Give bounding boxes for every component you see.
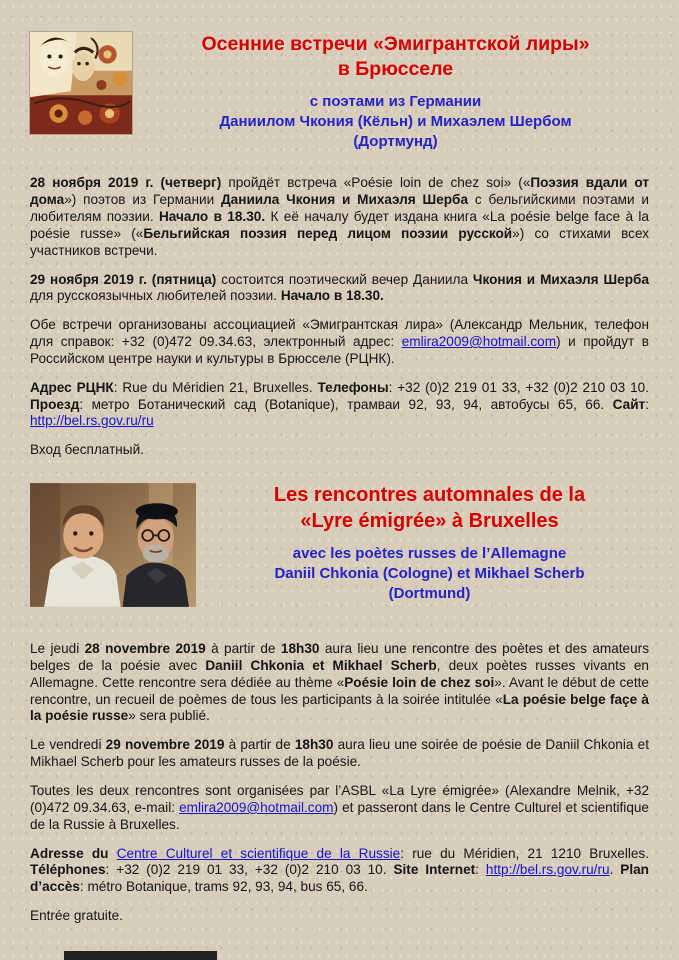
text-segment: для русскоязычных любителей поэзии. [30, 288, 281, 304]
text-segment: К её началу будет издана книга «La poésie belge face à la poésie russe» (« [30, 208, 649, 241]
french-free-entry: Entrée gratuite. [30, 908, 123, 924]
french-paragraph-organizers [30, 783, 649, 834]
french-title-line1: Les rencontres automnales de la [273, 484, 586, 507]
text-segment: : +32 (0)2 219 01 33, +32 (0)2 210 03 10. [105, 862, 394, 878]
text-segment: Plan d’accès [30, 862, 649, 895]
text-segment: Adresse du [30, 845, 117, 861]
french-title [210, 483, 649, 534]
french-section [30, 483, 649, 925]
text-segment: : métro Botanique, trams 92, 93, 94, bus 65, 66. [79, 879, 368, 895]
text-segment: ») поэтов из Германии [64, 192, 221, 208]
text-segment: Бельгийская поэзия перед лицом поэзии русской [143, 225, 513, 241]
scan-artifact-bar [64, 951, 217, 960]
text-segment: : метро Ботанический сад (Botanique), трамваи 92, 93, 94, автобусы 65, 66. [79, 396, 613, 412]
text-segment: à partir de [205, 641, 281, 657]
text-segment: » sera publié. [128, 708, 210, 724]
text-segment: Поэзия вдали от дома [30, 175, 650, 208]
text-segment: ) et passeront dans le Centre Culturel et scientifique de la Russie à Bruxelles. [30, 799, 649, 832]
text-segment: 28 novembre 2019 [84, 641, 206, 657]
russian-title [142, 32, 649, 82]
website-link-fr[interactable]: http://bel.rs.gov.ru/ru [485, 862, 610, 878]
text-segment: Téléphones [30, 862, 106, 878]
text-segment: ») со стихами всех участников встречи. [30, 225, 649, 258]
text-segment: 28 ноября 2019 г. (четверг) [30, 175, 222, 191]
russian-paragraph-event2 [30, 272, 649, 306]
russian-subtitle [142, 92, 649, 151]
russian-subtitle-line2: Даниилом Чкония (Кёльн) и Михаэлем Шербом [219, 112, 572, 130]
text-segment: 29 ноября 2019 г. (пятница) [30, 271, 217, 287]
text-segment: ». Avant le début de cette rencontre, un recueil de poèmes de tous les participants à la soirée intitulée « [30, 674, 649, 707]
text-segment: Toutes les deux rencontres sont organisées par l’ASBL «La Lyre émigrée» (Alexandre Melnik, +32 (0)472 09.34.63, e-mail: [30, 783, 649, 815]
french-subtitle-line1: avec les poètes russes de l’Allemagne [292, 545, 567, 563]
text-segment: Даниила Чкония и Михаэля Шерба [221, 192, 469, 208]
text-segment: , deux poètes russes vivants en Allemagne. Cette rencontre sera dédiée au thème « [30, 657, 649, 690]
venue-link-fr[interactable]: Centre Culturel et scientifique de la Russie [116, 845, 401, 861]
text-segment: : Rue du Méridien 21, Bruxelles. [113, 379, 318, 395]
french-paragraph-event2 [30, 737, 649, 771]
text-segment: : [645, 396, 649, 412]
text-segment: Обе встречи организованы ассоциацией «Эмигрантская лира» (Александр Мельник, телефон для справок: +32 (0)472 09.34.63, электронный адрес: [30, 317, 649, 350]
email-link-ru[interactable]: emlira2009@hotmail.com [401, 334, 557, 350]
russian-subtitle-line3: (Дортмунд) [353, 132, 438, 150]
text-segment: Daniil Chkonia et Mikhael Scherb [205, 657, 437, 673]
text-segment: Le vendredi [30, 737, 106, 753]
text-segment: Poésie loin de chez soi [344, 674, 495, 690]
text-segment: с бельгийскими поэтами и любителям поэзии. [30, 192, 650, 224]
text-segment: состоится поэтический вечер Даниила [216, 271, 473, 287]
email-link-fr[interactable]: emlira2009@hotmail.com [179, 799, 334, 815]
french-paragraph-event1 [30, 641, 649, 725]
russian-free-entry: Вход бесплатный. [30, 442, 144, 458]
french-title-line2: «Lyre émigrée» à Bruxelles [300, 509, 559, 532]
text-segment: : [475, 862, 486, 878]
website-link-ru[interactable]: http://bel.rs.gov.ru/ru [30, 413, 154, 429]
russian-paragraph-event1 [30, 175, 649, 259]
text-segment: Site Internet [393, 862, 476, 878]
russian-header [30, 32, 649, 151]
french-paragraph-address [30, 846, 649, 897]
text-segment: Проезд [30, 396, 80, 412]
text-segment: Сайт [612, 396, 646, 412]
french-header [30, 483, 649, 607]
french-subtitle-line2: Daniil Chkonia (Cologne) et Mikhael Scherb [274, 565, 585, 583]
russian-paragraph-address [30, 380, 649, 431]
text-segment: à partir de [224, 737, 295, 753]
russian-subtitle-line1: с поэтами из Германии [309, 92, 482, 110]
text-segment: Начало в 18.30. [280, 288, 384, 304]
russian-paragraph-organizers [30, 317, 649, 368]
text-segment: 18h30 [294, 737, 334, 753]
text-segment: aura lieu une rencontre des poètes et des amateurs belges de la poésie avec [30, 641, 649, 673]
text-segment: пройдёт встреча «Poésie loin de chez soi» (« [221, 175, 531, 191]
text-segment: 29 novembre 2019 [105, 737, 225, 753]
text-segment: Телефоны [317, 379, 389, 395]
text-segment: La poésie belge façe à la poésie russe [30, 691, 649, 724]
text-segment: . [609, 862, 621, 878]
lyre-artwork-image [30, 32, 132, 134]
text-segment: ) и пройдут в Российском центре науки и культуры в Брюсселе (РЦНК). [30, 334, 650, 366]
text-segment: 18h30 [280, 641, 320, 657]
poets-photo-image [30, 483, 196, 607]
text-segment: : rue du Méridien, 21 1210 Bruxelles. [400, 845, 649, 861]
french-subtitle [210, 544, 649, 603]
text-segment: Начало в 18.30. [158, 208, 266, 224]
text-segment: Адрес РЦНК [30, 379, 114, 395]
russian-title-line2: в Брюсселе [337, 57, 454, 80]
text-segment: Чкония и Михаэля Шерба [472, 271, 650, 287]
russian-section [30, 32, 649, 459]
text-segment: : +32 (0)2 219 01 33, +32 (0)2 210 03 10. [388, 379, 649, 395]
text-segment: Le jeudi [30, 641, 85, 657]
russian-title-line1: Осенние встречи «Эмигрантской лиры» [201, 33, 590, 55]
text-segment: aura lieu une soirée de poésie de Daniil Chkonia et Mikhael Scherb pour les amateurs russes de la poésie. [30, 737, 649, 770]
french-subtitle-line3: (Dortmund) [388, 584, 471, 602]
